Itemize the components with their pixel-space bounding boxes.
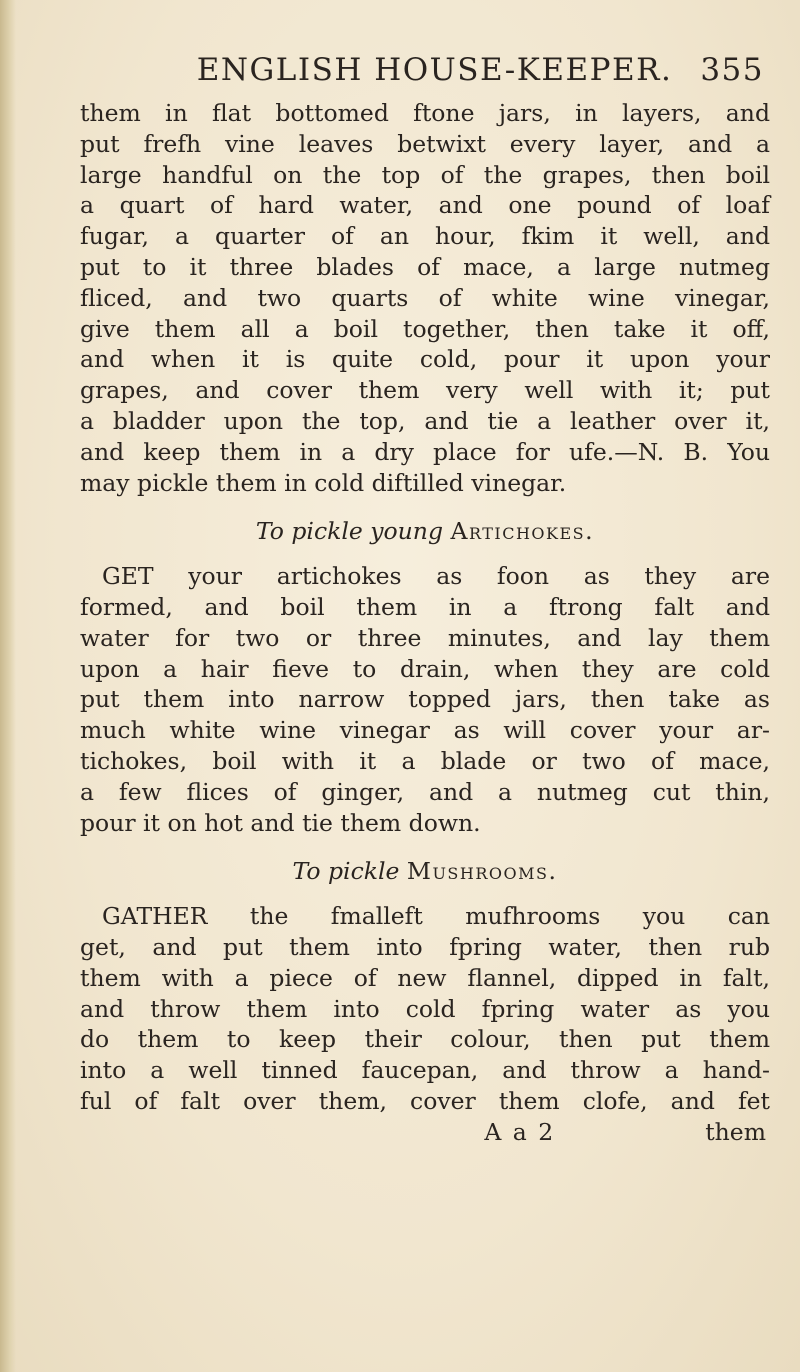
text-line: ful of falt over them, cover them clofe, and fet <box>80 1086 770 1115</box>
intro-paragraph <box>80 98 770 498</box>
text-line: large handful on the top of the grapes, then boil <box>80 160 770 189</box>
section-heading-artichokes <box>80 516 770 547</box>
text-line: them in flat bottomed ftone jars, in layers, and <box>80 99 770 127</box>
text-block <box>80 52 770 1148</box>
text-line: and when it is quite cold, pour it upon your <box>80 345 770 374</box>
text-line: GET your artichokes as foon as they are <box>102 562 770 591</box>
page-number: 355 <box>700 52 764 88</box>
text-line: formed, and boil them in a ftrong falt and <box>80 592 770 621</box>
text-line: water for two or three minutes, and lay them <box>80 623 770 652</box>
signature-mark: A a 2 <box>484 1117 556 1146</box>
heading-prefix: To pickle young <box>255 517 443 546</box>
heading-prefix: To pickle <box>292 857 400 886</box>
text-line: a few flices of ginger, and a nutmeg cut thin, <box>80 777 770 806</box>
page-footer <box>80 1117 770 1148</box>
text-line: a bladder upon the top, and tie a leather over it, <box>80 406 770 435</box>
text-line: and throw them into cold fpring water as you <box>80 994 770 1023</box>
text-line: put frefh vine leaves betwixt every layer, and a <box>80 129 770 158</box>
section-paragraph-artichokes <box>80 561 770 838</box>
section-heading-mushrooms <box>80 856 770 887</box>
text-line: put them into narrow topped jars, then take as <box>80 685 770 714</box>
text-line: GATHER the fmalleft mufhrooms you can <box>102 902 770 931</box>
text-line: and keep them in a dry place for ufe.—N. B. You <box>80 437 770 466</box>
section-paragraph-mushrooms <box>80 901 770 1117</box>
catchword: them <box>705 1117 766 1146</box>
section-artichokes <box>80 516 770 838</box>
text-line: fliced, and two quarts of white wine vinegar, <box>80 283 770 312</box>
text-line: grapes, and cover them very well with it; put <box>80 376 770 405</box>
text-line: do them to keep their colour, then put them <box>80 1025 770 1054</box>
heading-caps: Mushrooms. <box>406 857 558 886</box>
text-line: pour it on hot and tie them down. <box>80 808 481 837</box>
text-line: may pickle them in cold diftilled vinegar. <box>80 468 567 497</box>
text-line: upon a hair fieve to drain, when they are cold <box>80 654 770 683</box>
heading-caps: Artichokes. <box>450 517 595 546</box>
text-line: tichokes, boil with it a blade or two of mace, <box>80 746 770 775</box>
section-mushrooms <box>80 856 770 1116</box>
text-line: into a well tinned faucepan, and throw a hand- <box>80 1056 770 1085</box>
text-line: fugar, a quarter of an hour, fkim it well, and <box>80 222 770 251</box>
text-line: a quart of hard water, and one pound of loaf <box>80 191 770 220</box>
running-head <box>80 52 770 96</box>
text-line: them with a piece of new flannel, dipped in falt, <box>80 963 770 992</box>
binding-edge <box>0 0 16 1372</box>
text-line: give them all a boil together, then take it off, <box>80 314 770 343</box>
text-line: get, and put them into fpring water, then rub <box>80 932 770 961</box>
text-line: much white wine vinegar as will cover your ar- <box>80 716 770 745</box>
text-line: put to it three blades of mace, a large nutmeg <box>80 252 770 281</box>
running-head-title: ENGLISH HOUSE-KEEPER. <box>196 52 673 88</box>
